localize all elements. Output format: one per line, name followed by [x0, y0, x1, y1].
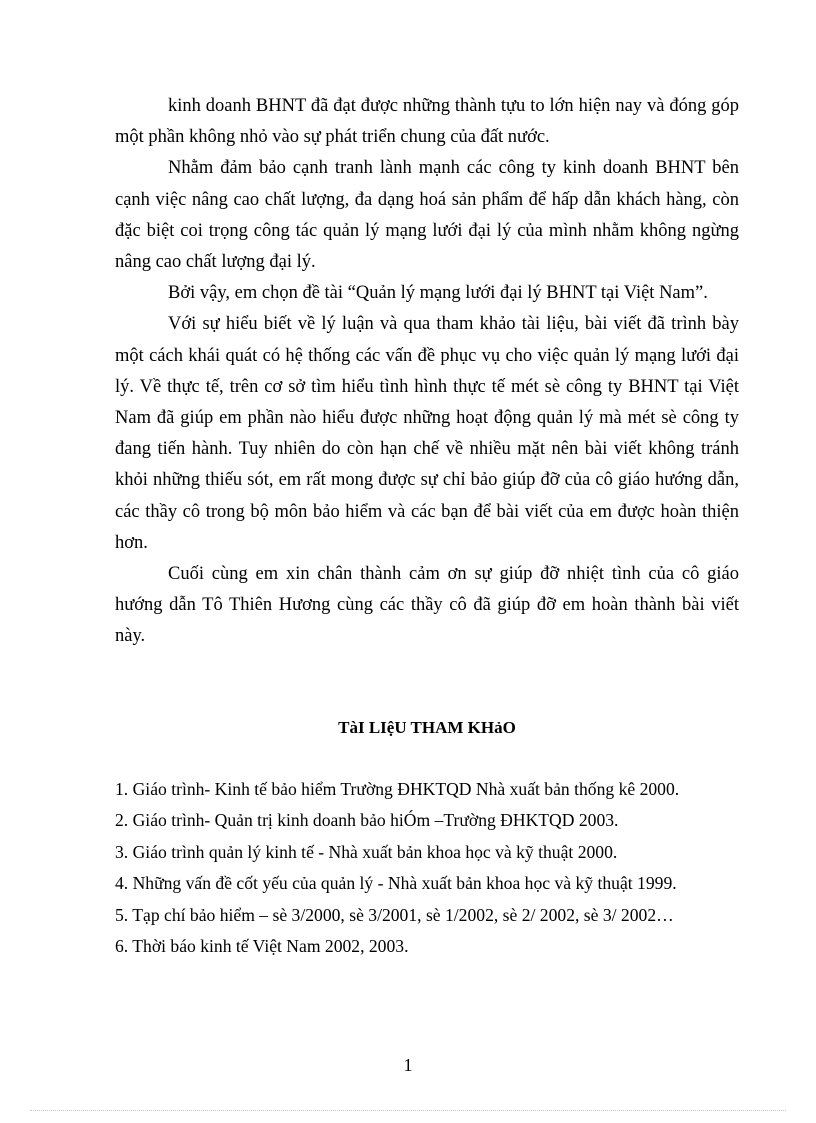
- paragraph-thanks: Cuối cùng em xin chân thành cảm ơn sự giúp đỡ nhiệt tình của cô giáo hướng dẫn Tô Thiên Hương cùng các thầy cô đã giúp đỡ em hoàn thành bài viết này.: [115, 564, 739, 647]
- page-number: 1: [403, 1055, 413, 1075]
- reference-item: 6. Thời báo kinh tế Việt Nam 2002, 2003.: [115, 936, 409, 957]
- reference-item: 2. Giáo trình- Quản trị kinh doanh bảo hiÓm –Trường ĐHKTQD 2003.: [115, 810, 619, 831]
- paragraph-continuation: kinh doanh BHNT đã đạt được những thành tựu to lớn hiện nay và đóng góp một phần không nhỏ vào sự phát triển chung của đất nước.: [115, 96, 739, 148]
- body-text: [115, 91, 739, 653]
- paragraph-topic: Bởi vậy, em chọn đề tài “Quản lý mạng lưới đại lý BHNT tại Việt Nam”.: [168, 283, 708, 304]
- reference-item: 5. Tạp chí bảo hiểm – sè 3/2000, sè 3/2001, sè 1/2002, sè 2/ 2002, sè 3/ 2002…: [115, 904, 674, 925]
- page-bottom-divider: [30, 1110, 786, 1111]
- paragraph-scope: Với sự hiểu biết về lý luận và qua tham khảo tài liệu, bài viết đã trình bày một cách khái quát có hệ thống các vấn đề phục vụ cho việc quản lý mạng lưới đại lý. Về thực tế, trên cơ sở tìm hiểu tình hình thực tế mét sè công ty BHNT tại Việt Nam đã giúp em phần nào hiểu được những hoạt động quản lý mà mét sè công ty đang tiến hành. Tuy nhiên do còn hạn chế về nhiều mặt nên bài viết không tránh khỏi những thiếu sót, em rất mong được sự chỉ bảo giúp đỡ của cô giáo hướng dẫn, các thầy cô trong bộ môn bảo hiểm và các bạn để bài viết của em được hoàn thiện hơn.: [115, 314, 739, 553]
- reference-item: 3. Giáo trình quản lý kinh tế - Nhà xuất bản khoa học và kỹ thuật 2000.: [115, 841, 618, 862]
- references-list: [115, 774, 755, 962]
- reference-item: 4. Những vấn đề cốt yếu của quản lý - Nhà xuất bản khoa học và kỹ thuật 1999.: [115, 873, 677, 894]
- paragraph-competition: Nhằm đảm bảo cạnh tranh lành mạnh các công ty kinh doanh BHNT bên cạnh việc nâng cao chất lượng, đa dạng hoá sản phẩm để hấp dẫn khách hàng, còn đặc biệt coi trọng công tác quản lý mạng lưới đại lý của mình nhằm không ngừng nâng cao chất lượng đại lý.: [115, 158, 739, 273]
- references-title: TàI LIệU THAM KHảO: [338, 718, 516, 737]
- reference-item: 1. Giáo trình- Kinh tế bảo hiểm Trường ĐHKTQD Nhà xuất bản thống kê 2000.: [115, 779, 680, 799]
